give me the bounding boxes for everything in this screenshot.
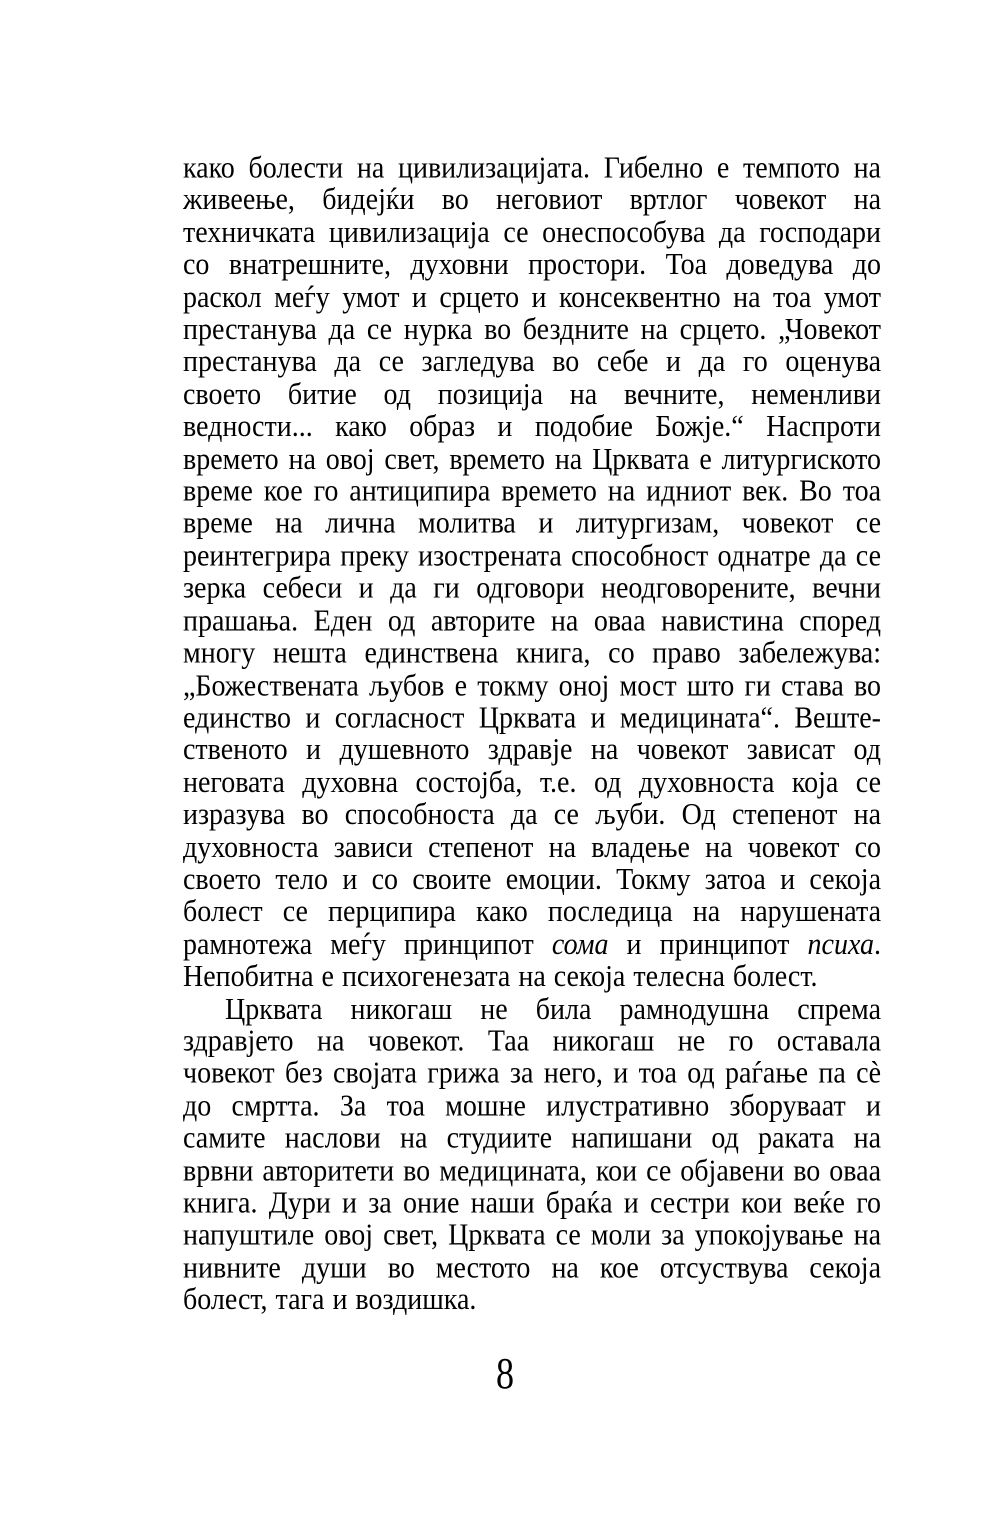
text-line [183,799,881,831]
text-segment: болест се перципира како последица на нарушената [183,894,881,929]
text-segment: врвни авторитети во медицината, кои се објавени во оваа [183,1153,881,1188]
text-segment: изразува во способноста да се љуби. Од степенот на [183,797,881,832]
text-line [183,961,881,993]
text-segment: како болести на цивилизацијата. Гибелно е темпото на [183,150,881,185]
text-line [183,928,881,960]
text-line [183,249,881,281]
text-line [183,443,881,475]
text-line [183,1219,881,1251]
text-segment: „Божествената љубов е токму оној мост што ги става во [183,668,881,703]
text-segment: рамнотежа меѓу принципот [183,927,552,962]
page-number-value: 8 [495,1349,515,1398]
text-segment: престанува да се нурка во бездните на срцето. „Човекот [183,312,881,347]
text-line [183,605,881,637]
text-segment: живеење, бидејќи во неговиот вртлог човекот на [183,183,881,218]
text-line [183,1090,881,1122]
text-line [183,540,881,572]
text-line [183,1155,881,1187]
text-line [183,896,881,928]
text-line [183,217,881,249]
text-line [183,734,881,766]
text-segment: ведности... како образ и подобие Божје.“ Наспроти [183,409,881,444]
text-segment: време кое го антиципира времето на идниот век. Во тоа [183,474,881,509]
text-segment: до смртта. За тоа мошне илустративно зборуваат и [183,1088,881,1124]
text-line [183,184,881,216]
text-segment: техничката цивилизација се онеспособува да господари [183,215,881,250]
text-segment: ственото и душевното здравје на човекот зависат од [183,733,881,768]
text-segment: време на лична молитва и литургизам, човекот се [183,506,881,541]
text-segment: . [874,927,882,962]
text-line [183,1252,881,1284]
text-segment: човекот без својата грижа за него, и тоа од раѓање па сè [183,1056,881,1091]
text-segment: Непобитна е психогенезата на секоја телесна болест. [183,959,818,994]
text-segment: раскол меѓу умот и срцето и консеквентно на тоа умот [183,280,881,315]
text-line [183,1284,881,1316]
text-line [183,281,881,313]
text-line [183,346,881,378]
text-line [183,475,881,507]
text-segment: нивните души во местото на кое отсуствува секоја [183,1250,881,1285]
text-segment: единство и согласност Црквата и медицината“. Веште- [183,700,881,735]
text-segment: своето тело и со своите емоции. Токму затоа и секоја [183,862,881,897]
text-segment: времето на овој свет, времето на Црквата е литургиското [183,442,881,477]
text-line [183,637,881,669]
text-segment: престанува да се загледува во себе и да го оценува [183,344,881,380]
text-line [183,378,881,410]
text-line [183,831,881,863]
text-segment: со внатрешните, духовни простори. Тоа доведува до [183,247,881,283]
text-line [183,1025,881,1057]
text-segment: неговата духовна состојба, т.е. од духовноста која се [183,765,881,800]
text-line [183,411,881,443]
text-line [183,314,881,346]
text-segment: болест, тага и воздишка. [183,1283,477,1318]
text-line [183,702,881,734]
text-line [183,670,881,702]
emphasized-text: психа [807,927,875,962]
text-line [183,1058,881,1090]
text-block [183,152,881,1316]
text-segment: своето битие од позиција на вечните, неменливи [183,377,881,412]
text-line [183,1187,881,1219]
text-line [183,993,881,1025]
text-segment: и принципот [608,927,808,962]
text-line [183,864,881,896]
text-segment: здравјето на човекот. Таа никогаш не го оставала [183,1024,881,1059]
text-segment: Црквата никогаш не била рамнодушна спрема [225,991,881,1027]
text-line [183,508,881,540]
text-segment: самите наслови на студиите напишани од раката на [183,1121,881,1156]
text-segment: прашања. Еден од авторите на оваа навистина според [183,603,881,638]
text-segment: реинтегрира преку изострената способност однатре да се [183,539,881,574]
text-line [183,1122,881,1154]
text-segment: зерка себеси и да ги одговори неодговорените, вечни [183,571,881,606]
text-segment: напуштиле овој свет, Црквата се моли за упокојување на [183,1218,881,1253]
page-number [183,1349,827,1400]
text-segment: книга. Дури и за оние наши браќа и сестри кои веќе го [183,1186,881,1221]
text-line [183,767,881,799]
emphasized-text: сома [551,927,609,962]
text-line [183,573,881,605]
text-line [183,152,881,184]
text-segment: многу нешта единствена книга, со право забележува: [183,636,881,671]
text-segment: духовноста зависи степенот на владење на човекот со [183,830,881,865]
